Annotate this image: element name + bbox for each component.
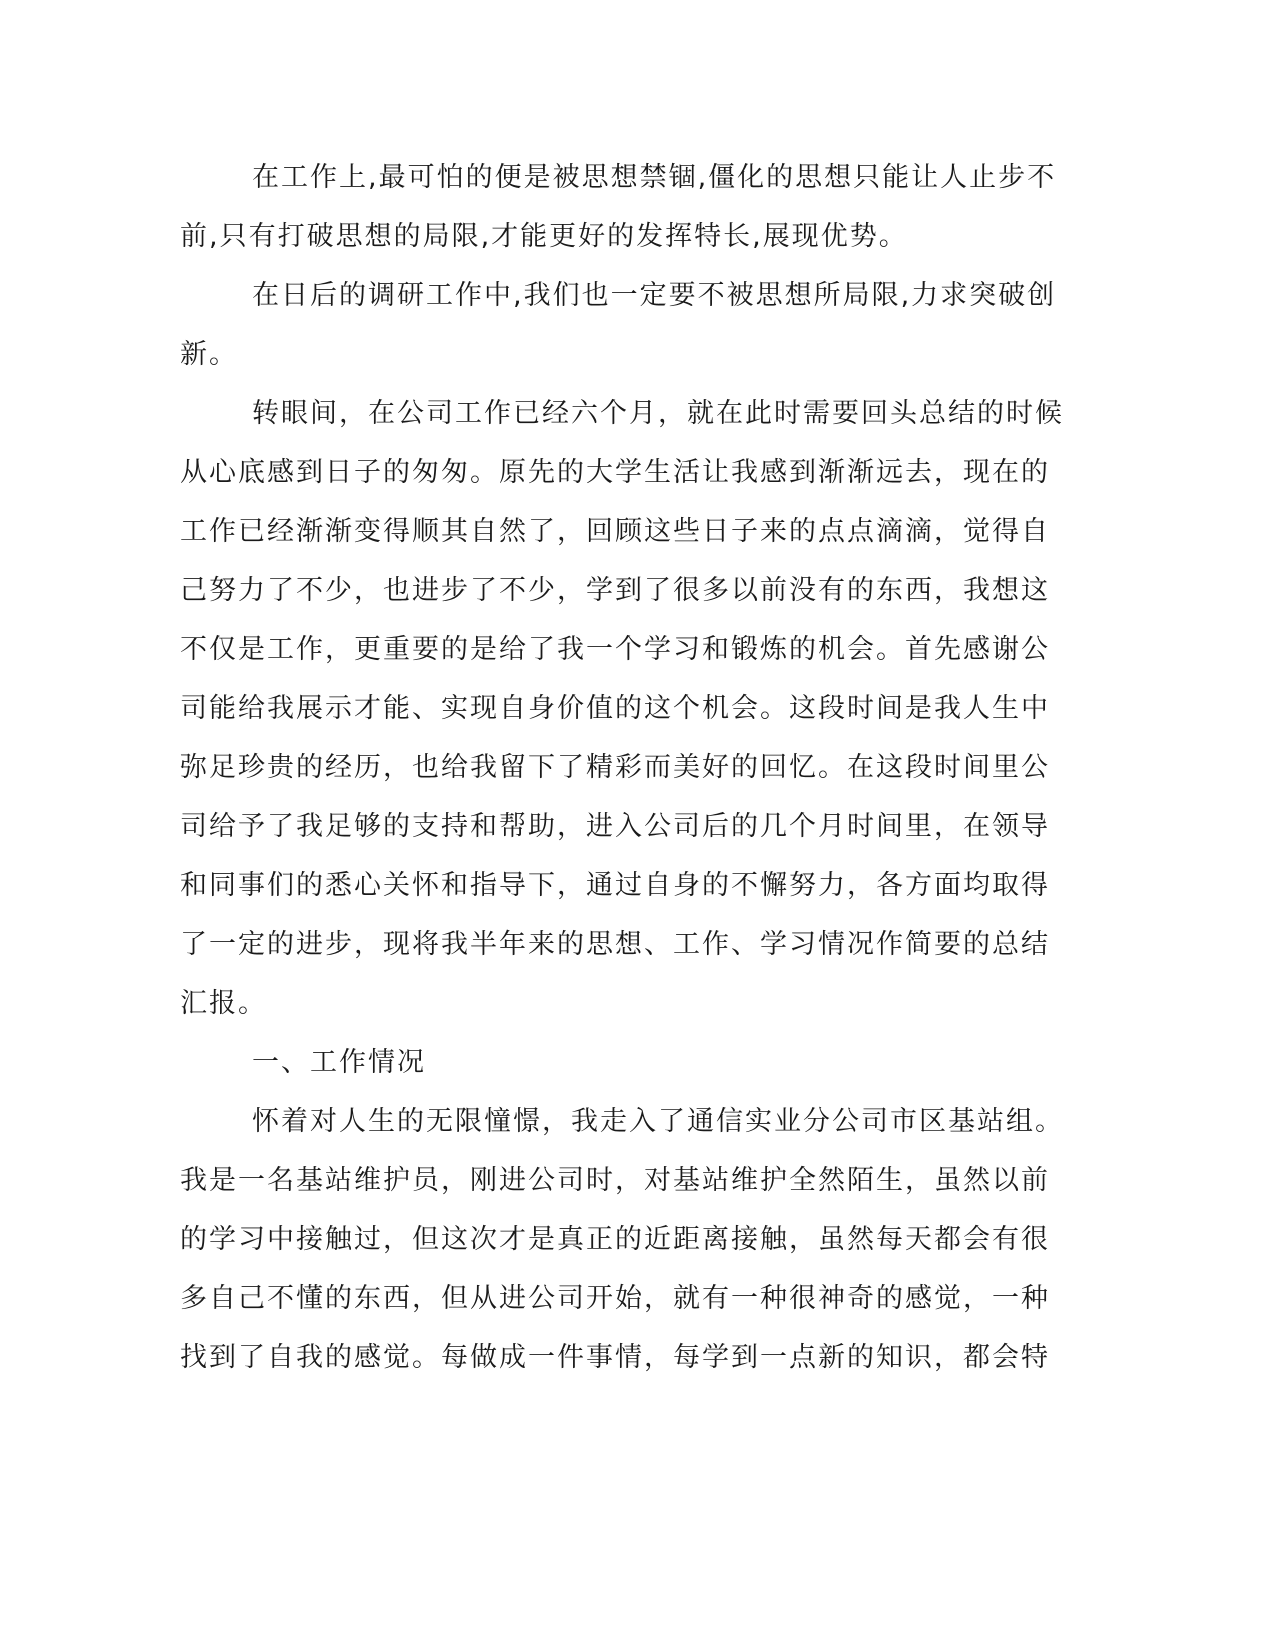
paragraph-3-line-1: 转眼间，在公司工作已经六个月，就在此时需要回头总结的时候 [252,398,1064,429]
paragraph-2-line-2: 新。 [180,339,238,370]
paragraph-1-line-2: 前,只有打破思想的局限,才能更好的发挥特长,展现优势。 [180,221,908,252]
paragraph-3-line-3: 工作已经渐渐变得顺其自然了，回顾这些日子来的点点滴滴，觉得自 [180,516,1050,547]
paragraph-3-line-8: 司给予了我足够的支持和帮助，进入公司后的几个月时间里，在领导 [180,811,1050,842]
paragraph-3-line-4: 己努力了不少，也进步了不少，学到了很多以前没有的东西，我想这 [180,575,1050,606]
paragraph-4-line-3: 的学习中接触过，但这次才是真正的近距离接触，虽然每天都会有很 [180,1224,1050,1255]
paragraph-3-line-6: 司能给我展示才能、实现自身价值的这个机会。这段时间是我人生中 [180,693,1050,724]
paragraph-4-line-5: 找到了自我的感觉。每做成一件事情，每学到一点新的知识，都会特 [180,1342,1050,1373]
paragraph-3-line-11: 汇报。 [180,988,267,1019]
section-heading-work: 一、工作情况 [252,1047,426,1078]
document-body [180,148,1064,1387]
paragraph-4-line-1: 怀着对人生的无限憧憬，我走入了通信实业分公司市区基站组。 [252,1106,1064,1137]
paragraph-3-line-9: 和同事们的悉心关怀和指导下，通过自身的不懈努力，各方面均取得 [180,870,1050,901]
paragraph-2-line-1: 在日后的调研工作中,我们也一定要不被思想所局限,力求突破创 [252,280,1057,311]
paragraph-3-line-7: 弥足珍贵的经历，也给我留下了精彩而美好的回忆。在这段时间里公 [180,752,1050,783]
paragraph-3-line-2: 从心底感到日子的匆匆。原先的大学生活让我感到渐渐远去，现在的 [180,457,1050,488]
paragraph-4-line-4: 多自己不懂的东西，但从进公司开始，就有一种很神奇的感觉，一种 [180,1283,1050,1314]
paragraph-3-line-5: 不仅是工作，更重要的是给了我一个学习和锻炼的机会。首先感谢公 [180,634,1050,665]
paragraph-1-line-1: 在工作上,最可怕的便是被思想禁锢,僵化的思想只能让人止步不 [252,162,1057,193]
paragraph-4-line-2: 我是一名基站维护员，刚进公司时，对基站维护全然陌生，虽然以前 [180,1165,1050,1196]
paragraph-3-line-10: 了一定的进步，现将我半年来的思想、工作、学习情况作简要的总结 [180,929,1050,960]
